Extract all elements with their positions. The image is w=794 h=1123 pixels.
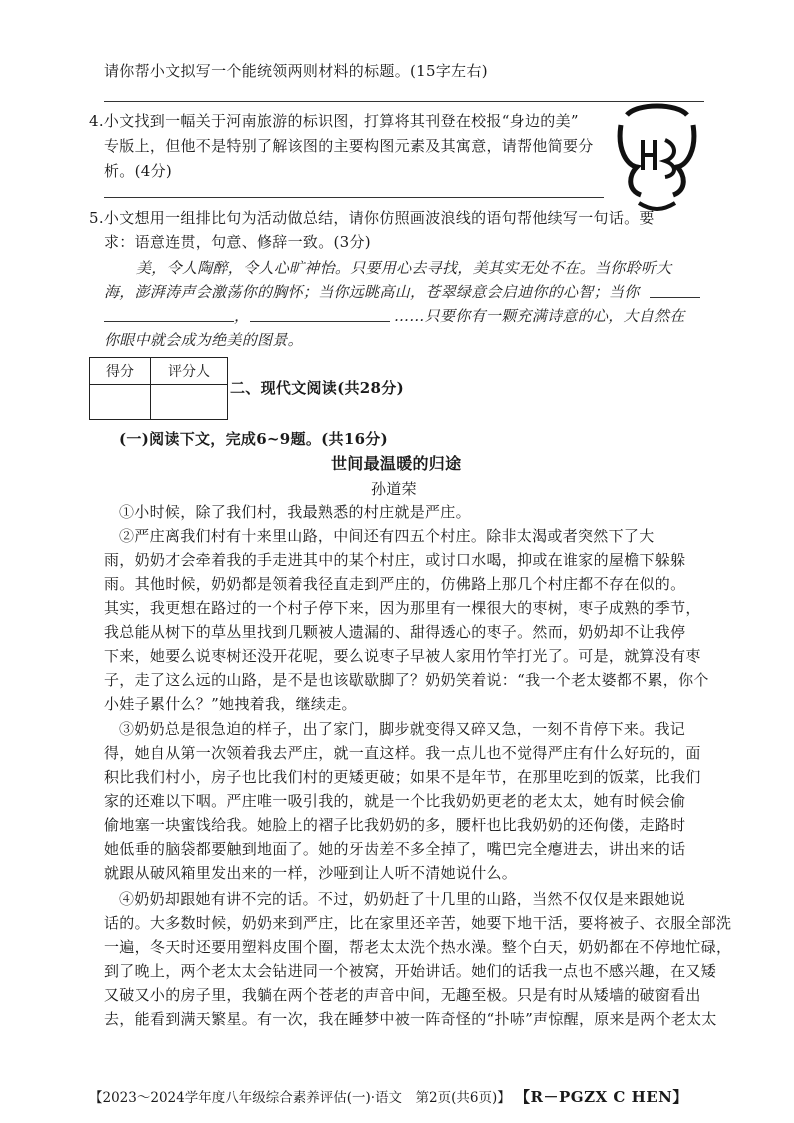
q5-blank-1[interactable] (650, 297, 700, 298)
paragraph-4-line: 一遍，冬天时还要用塑料皮围个圈，帮老太太洗个热水澡。整个白天，奶奶都在不停地忙碌， (104, 938, 732, 956)
q5-line2: 求：语意连贯，句意、修辞一致。(3分) (104, 233, 371, 251)
q5-line1: 5.小文想用一组排比句为活动做总结，请你仿照画波浪线的语句帮他续写一句话。要 (89, 209, 655, 227)
paragraph-4-line: 到了晚上，两个老太太会钻进同一个被窝，开始讲话。她们的话我一点也不感兴趣，在又矮 (104, 962, 717, 980)
page-footer (89, 1086, 688, 1107)
section-title: 二、现代文阅读(共28分) (230, 379, 404, 397)
paragraph-2-line: 子，走了这么远的山路，是不是也该歇歇脚了？奶奶笑着说：“我一个老太婆都不累，你个 (104, 671, 709, 689)
paragraph-4-line: 去，能看到满天繁星。有一次，我在睡梦中被一阵奇怪的“扑哧”声惊醒，原来是两个老太太 (104, 1010, 717, 1028)
article-author: 孙道荣 (371, 480, 417, 498)
score-table (89, 357, 228, 420)
paragraph-3-line: 得，她自从第一次领着我去严庄，就一直这样。我一点儿也不觉得严庄有什么好玩的，面 (104, 744, 701, 762)
score-cell[interactable] (90, 385, 151, 420)
paragraph-2-line: 下来，她要么说枣树还没开花呢，要么说枣子早被人家用竹竿打光了。可是，就算没有枣 (104, 647, 701, 665)
paragraph-3-line: 偷地塞一块蜜饯给我。她脸上的褶子比我奶奶的多，腰杆也比我奶奶的还佝偻，走路时 (104, 816, 686, 834)
q4-line2: 专版上，但他不是特别了解该图的主要构图元素及其寓意，请帮他简要分 (104, 137, 594, 155)
paragraph-2-line: 雨。其他时候，奶奶都是领着我径直走到严庄的，仿佛路上那几个村庄都不存在似的。 (104, 575, 686, 593)
paragraph-3-line: 就跟从破风箱里发出来的一样，沙哑到让人听不清她说什么。 (104, 864, 518, 882)
q5-paragraph-line1: 美，令人陶醉，令人心旷神怡。只要用心去寻找，美其实无处不在。当你聆听大 (136, 259, 672, 277)
q5-paragraph-line4: 你眼中就会成为绝美的图景。 (104, 331, 303, 349)
q5-paragraph-line3-comma: ， (234, 307, 250, 325)
paragraph-3-line: ③奶奶总是很急迫的样子，出了家门，脚步就变得又碎又急，一刻不肯停下来。我记 (119, 720, 686, 738)
paragraph-2-line: 小娃子累什么？”她拽着我，继续走。 (104, 695, 357, 713)
q5-blank-2[interactable] (104, 321, 234, 322)
paragraph-2-line: 其实，我更想在路过的一个村子停下来，因为那里有一棵很大的枣树，枣子成熟的季节， (104, 599, 701, 617)
paragraph-3-line: 积比我们村小，房子也比我们村的更矮更破；如果不是年节，在那里吃到的饭菜，比我们 (104, 768, 701, 786)
footer-code: 【R－PGZX C HEN】 (515, 1088, 688, 1106)
grader-header: 评分人 (151, 358, 228, 385)
paragraph-3-line: 她低垂的脑袋都要触到地面了。她的牙齿差不多全掉了，嘴巴完全瘪进去，讲出来的话 (104, 840, 686, 858)
paragraph-2-line: 我总能从树下的草丛里找到几颗被人遗漏的、甜得透心的枣子。然而，奶奶却不让我停 (104, 623, 686, 641)
q4-answer-line (104, 197, 604, 198)
paragraph-1: ①小时候，除了我们村，我最熟悉的村庄就是严庄。 (119, 503, 471, 521)
subsection-title: (一)阅读下文，完成6~9题。(共16分) (119, 430, 389, 448)
henan-tourism-logo-icon (607, 95, 707, 215)
q3-instruction: 请你帮小文拟写一个能统领两则材料的标题。(15字左右) (104, 62, 488, 80)
q5-paragraph-line2: 海，澎湃涛声会激荡你的胸怀；当你远眺高山，苍翠绿意会启迪你的心智；当你 (104, 283, 640, 301)
paragraph-4-line: 话的。大多数时候，奶奶来到严庄，比在家里还辛苦，她要下地干活，要将被子、衣服全部洗 (104, 914, 732, 932)
q5-paragraph-line3-end: ……只要你有一颗充满诗意的心，大自然在 (394, 307, 685, 325)
q4-line3: 析。(4分) (104, 162, 173, 180)
footer-text: 【2023～2024学年度八年级综合素养评估(一)·语文 第2页(共6页)】 (89, 1090, 511, 1106)
paragraph-4-line: ④奶奶却跟她有讲不完的话。不过，奶奶赶了十几里的山路，当然不仅仅是来跟她说 (119, 890, 686, 908)
paragraph-4-line: 又破又小的房子里，我躺在两个苍老的声音中间，无趣至极。只是有时从矮墙的破窗看出 (104, 986, 701, 1004)
article-title: 世间最温暖的归途 (331, 454, 462, 473)
paragraph-2-line: ②严庄离我们村有十来里山路，中间还有四五个村庄。除非太渴或者突然下了大 (119, 527, 655, 545)
grader-cell[interactable] (151, 385, 228, 420)
q4-line1: 4.小文找到一幅关于河南旅游的标识图，打算将其刊登在校报“身边的美” (89, 112, 579, 130)
score-header: 得分 (90, 358, 151, 385)
q5-blank-3[interactable] (250, 321, 390, 322)
paragraph-2-line: 雨，奶奶才会牵着我的手走进其中的某个村庄，或讨口水喝，抑或在谁家的屋檐下躲躲 (104, 551, 686, 569)
paragraph-3-line: 家的还难以下咽。严庄唯一吸引我的，就是一个比我奶奶更老的老太太，她有时候会偷 (104, 792, 686, 810)
